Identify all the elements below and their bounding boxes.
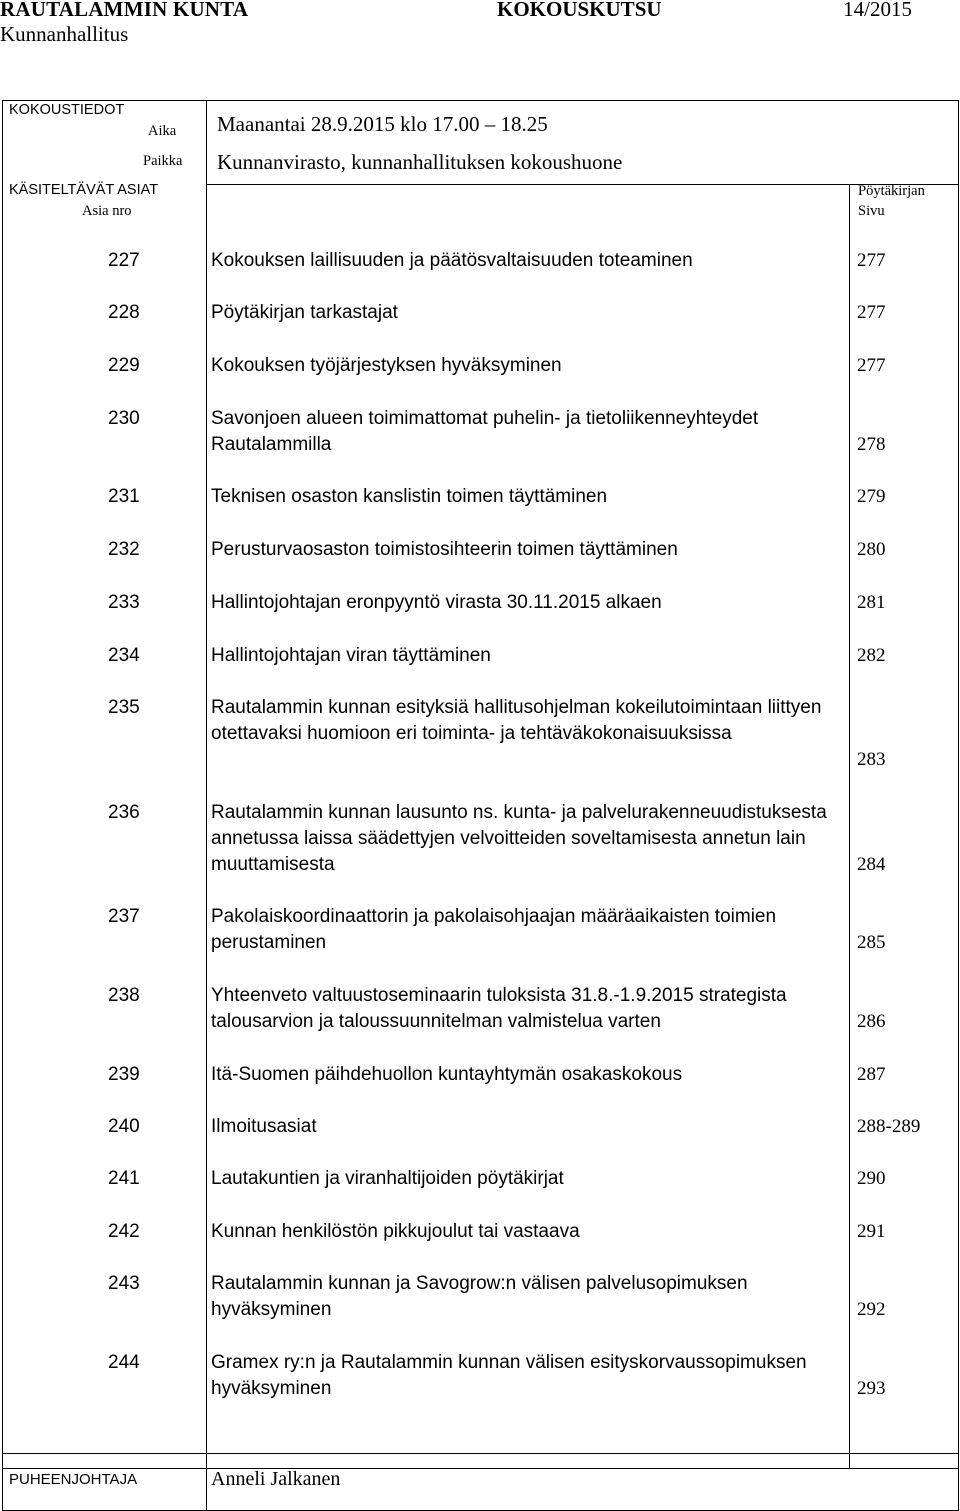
- governing-body: Kunnanhallitus: [0, 22, 129, 46]
- agenda-item-title: Gramex ry:n ja Rautalammin kunnan välisen esityskorvaussopimuksen hyväksyminen: [211, 1352, 807, 1399]
- meeting-place: Kunnanvirasto, kunnanhallituksen kokoushuone: [217, 150, 623, 174]
- agenda-item-page: 277: [857, 302, 886, 323]
- agenda-item-number: 234: [108, 645, 140, 666]
- agenda-item-page: 288-289: [857, 1116, 921, 1137]
- agenda-item-title: Ilmoitusasiat: [211, 1116, 317, 1137]
- agenda-item: [0, 904, 960, 956]
- case-number-header: Asia nro: [82, 203, 132, 219]
- agenda-item-page: 277: [857, 355, 886, 376]
- agenda-item: [0, 1271, 960, 1323]
- agenda-item: [0, 643, 960, 669]
- agenda-label: KÄSITELTÄVÄT ASIAT: [9, 182, 159, 198]
- meeting-time: Maanantai 28.9.2015 klo 17.00 – 18.25: [217, 112, 548, 136]
- chair-column-divider: [206, 1454, 207, 1510]
- agenda-item-page: 291: [857, 1221, 886, 1242]
- agenda-item-title: Kokouksen laillisuuden ja päätösvaltaisuuden toteaminen: [211, 250, 693, 271]
- meeting-info-label: KOKOUSTIEDOT: [9, 102, 125, 118]
- agenda-item-page: 280: [857, 539, 886, 560]
- agenda-item: [0, 800, 960, 878]
- agenda-item-number: 232: [108, 539, 140, 560]
- agenda-item: [0, 983, 960, 1035]
- agenda-item-title: Teknisen osaston kanslistin toimen täyttäminen: [211, 486, 608, 507]
- agenda-item-page: 284: [857, 854, 886, 875]
- agenda-item-number: 237: [108, 906, 140, 927]
- agenda-item-page: 283: [857, 749, 886, 770]
- agenda-item-number: 244: [108, 1352, 140, 1373]
- agenda-item-title: Itä-Suomen päihdehuollon kuntayhtymän osakaskokous: [211, 1064, 683, 1085]
- agenda-item: [0, 1219, 960, 1245]
- agenda-item: [0, 537, 960, 563]
- agenda-item: [0, 248, 960, 274]
- agenda-item-title: Kunnan henkilöstön pikkujoulut tai vastaava: [211, 1221, 580, 1242]
- agenda-item: [0, 484, 960, 510]
- agenda-item-title: Rautalammin kunnan ja Savogrow:n välisen palvelusopimuksen hyväksyminen: [211, 1273, 748, 1320]
- chair-table: [2, 1453, 959, 1511]
- page-header-line1: Pöytäkirjan: [858, 183, 925, 199]
- agenda-item: [0, 1062, 960, 1088]
- agenda-item-number: 238: [108, 985, 140, 1006]
- agenda-item-number: 228: [108, 302, 140, 323]
- agenda-item-number: 236: [108, 802, 140, 823]
- agenda-item-number: 241: [108, 1168, 140, 1189]
- agenda-item-page: 278: [857, 434, 886, 455]
- agenda-item-title: Hallintojohtajan viran täyttäminen: [211, 645, 491, 666]
- agenda-item-page: 290: [857, 1168, 886, 1189]
- agenda-item-title: Savonjoen alueen toimimattomat puhelin- ja tietoliikenneyhteydet Rautalammilla: [211, 408, 759, 455]
- agenda-item: [0, 590, 960, 616]
- agenda-item-number: 239: [108, 1064, 140, 1085]
- agenda-item-number: 235: [108, 697, 140, 718]
- time-label: Aika: [148, 123, 177, 139]
- agenda-item-title: Pöytäkirjan tarkastajat: [211, 302, 398, 323]
- agenda-item-page: 282: [857, 645, 886, 666]
- agenda-item: [0, 300, 960, 326]
- agenda-item-number: 242: [108, 1221, 140, 1242]
- agenda-item-page: 279: [857, 486, 886, 507]
- page-header-line2: Sivu: [858, 203, 885, 219]
- agenda-item-title: Rautalammin kunnan lausunto ns. kunta- ja palvelurakenneuudistuksesta annetussa laissa säädettyjen velvoitteiden soveltamisesta annetun lain muuttamisesta: [211, 802, 827, 875]
- organization-name: RAUTALAMMIN KUNTA: [0, 0, 249, 21]
- chair-name: Anneli Jalkanen: [211, 1468, 341, 1490]
- agenda-item-number: 233: [108, 592, 140, 613]
- agenda-item-page: 292: [857, 1299, 886, 1320]
- agenda-item-number: 243: [108, 1273, 140, 1294]
- agenda-item-page: 293: [857, 1378, 886, 1399]
- agenda-item-title: Hallintojohtajan eronpyyntö virasta 30.11.2015 alkaen: [211, 592, 662, 613]
- agenda-item-title: Rautalammin kunnan esityksiä hallitusohjelman kokeilutoimintaan liittyen otettavaksi huomioon eri toiminta- ja tehtäväkokonaisuuksissa: [211, 697, 822, 744]
- agenda-item-number: 227: [108, 250, 140, 271]
- agenda-item-page: 287: [857, 1064, 886, 1085]
- agenda-item-page: 277: [857, 250, 886, 271]
- agenda-item-title: Yhteenveto valtuustoseminaarin tuloksista 31.8.-1.9.2015 strategista talousarvion ja taloussuunnitelman valmistelua varten: [211, 985, 787, 1032]
- agenda-item-number: 231: [108, 486, 140, 507]
- meeting-info-rule: [206, 184, 958, 185]
- agenda-item-number: 229: [108, 355, 140, 376]
- agenda-item-title: Kokouksen työjärjestyksen hyväksyminen: [211, 355, 562, 376]
- agenda-item: [0, 695, 960, 773]
- agenda-item-page: 281: [857, 592, 886, 613]
- agenda-item: [0, 1114, 960, 1140]
- agenda-item: [0, 1166, 960, 1192]
- place-label: Paikka: [143, 153, 183, 169]
- agenda-item: [0, 1350, 960, 1402]
- document-type: KOKOUSKUTSU: [497, 0, 662, 21]
- agenda-item-title: Perusturvaosaston toimistosihteerin toimen täyttäminen: [211, 539, 678, 560]
- document-number: 14/2015: [843, 0, 912, 21]
- agenda-item: [0, 353, 960, 379]
- agenda-item-number: 230: [108, 408, 140, 429]
- agenda-item-page: 285: [857, 932, 886, 953]
- chair-label: PUHEENJOHTAJA: [9, 1471, 138, 1488]
- agenda-item: [0, 406, 960, 458]
- agenda-item-title: Pakolaiskoordinaattorin ja pakolaisohjaajan määräaikaisten toimien perustaminen: [211, 906, 777, 953]
- agenda-item-title: Lautakuntien ja viranhaltijoiden pöytäkirjat: [211, 1168, 564, 1189]
- agenda-item-number: 240: [108, 1116, 140, 1137]
- agenda-item-page: 286: [857, 1011, 886, 1032]
